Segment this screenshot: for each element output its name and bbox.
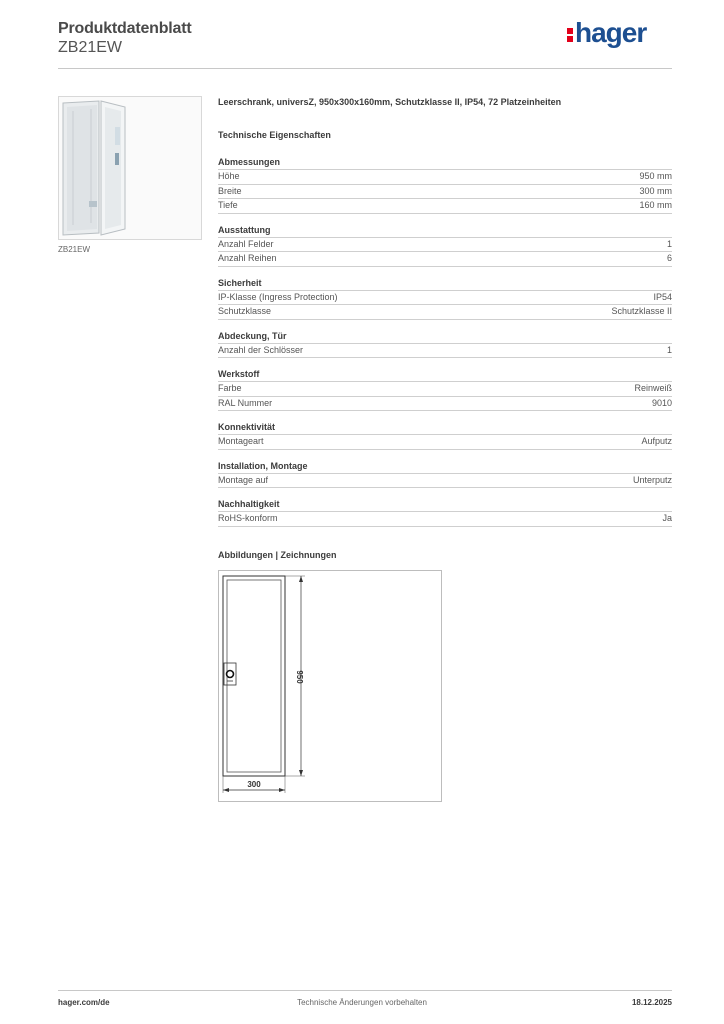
spec-value: Reinweiß [634,383,672,393]
spec-group-ausstattung [218,224,672,267]
spec-label: Farbe [218,383,242,393]
spec-value: Ja [662,513,672,523]
spec-group-title: Abmessungen [218,157,281,167]
header [58,20,192,57]
spec-label: Montage auf [218,474,269,485]
image-caption: ZB21EW [58,245,91,254]
spec-label: Tiefe [218,200,238,210]
header-divider [58,68,672,69]
spec-value: 160 mm [639,200,672,210]
spec-group-sicherheit [218,277,672,320]
spec-label: IP-Klasse (Ingress Protection) [218,291,338,302]
product-description: Leerschrank, universZ, 950x300x160mm, Schutzklasse II, IP54, 72 Platzeinheiten [218,97,562,107]
section-title-drawings: Abbildungen | Zeichnungen [218,550,337,560]
spec-label: RoHS-konform [218,513,278,523]
page-title: Produktdatenblatt [58,20,192,37]
spec-value: Aufputz [641,436,672,446]
spec-group-title: Ausstattung [218,224,271,235]
spec-table [218,156,672,537]
spec-row [218,381,672,396]
spec-value: Unterputz [632,474,672,485]
spec-group-werkstoff [218,368,672,411]
spec-label: Anzahl Felder [218,238,274,249]
spec-value: IP54 [653,291,672,302]
spec-group-abmessungen [218,156,672,214]
lock-icon [224,663,236,685]
footer-date: 18.12.2025 [631,998,672,1007]
footer-website-link[interactable]: hager.com/de [58,998,110,1007]
cabinet-image-icon [58,96,202,240]
drawing-width-label: 300 [247,780,261,789]
drawing-height-label: 950 [295,670,304,684]
spec-group-title: Konnektivität [218,422,276,432]
spec-group-konnektivitaet [218,421,672,450]
spec-value: 950 mm [639,171,672,181]
product-code: ZB21EW [58,39,123,56]
spec-value: 1 [666,238,672,249]
spec-label: Schutzklasse [218,306,272,316]
logo-text: hager [575,17,647,48]
spec-row [218,304,672,320]
spec-label: Montageart [218,436,264,446]
spec-row [218,184,672,199]
spec-group-installation [218,460,672,489]
spec-label: RAL Nummer [218,397,273,408]
section-title-technical: Technische Eigenschaften [218,130,331,140]
footer-divider [58,990,672,991]
logo-dots-icon [567,23,573,43]
spec-row [218,290,672,305]
spec-value: 9010 [651,397,672,408]
spec-row [218,251,672,267]
spec-row [218,343,672,359]
spec-row [218,169,672,184]
spec-row [218,198,672,214]
hager-logo [567,17,646,49]
spec-row [218,511,672,527]
spec-group-title: Werkstoff [218,369,260,379]
spec-group-title: Sicherheit [218,277,262,288]
spec-group-title: Installation, Montage [218,460,308,471]
spec-value: 6 [666,253,672,263]
spec-value: Schutzklasse II [611,306,672,316]
spec-label: Höhe [218,171,240,181]
spec-group-title: Nachhaltigkeit [218,499,280,509]
spec-value: 300 mm [639,185,672,196]
spec-group-nachhaltigkeit [218,498,672,527]
spec-label: Breite [218,185,242,196]
spec-row [218,237,672,252]
spec-row [218,434,672,450]
spec-label: Anzahl Reihen [218,253,277,263]
spec-row [218,396,672,412]
technical-drawing [218,570,442,802]
spec-value: 1 [666,344,672,355]
footer-disclaimer: Technische Änderungen vorbehalten [297,998,427,1007]
spec-group-abdeckung [218,330,672,359]
spec-row [218,473,672,489]
spec-label: Anzahl der Schlösser [218,344,304,355]
spec-group-title: Abdeckung, Tür [218,330,287,341]
